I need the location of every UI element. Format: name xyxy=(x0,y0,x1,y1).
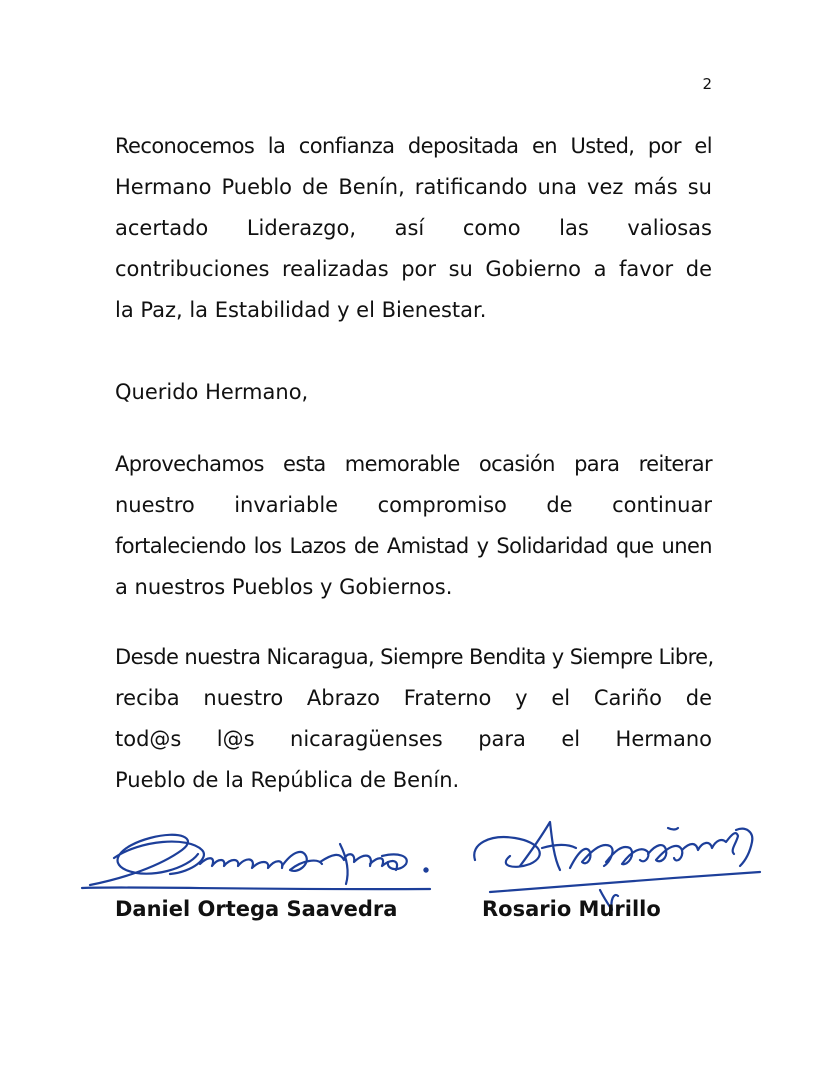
page-number: 2 xyxy=(702,75,712,93)
text-line: reciba nuestro Abrazo Fraterno y el Cariño de xyxy=(115,686,712,710)
text-line: Reconocemos la confianza depositada en Usted, por el xyxy=(115,134,712,158)
text-line: tod@s l@s nicaragüenses para el Hermano xyxy=(115,727,712,751)
text-line: contribuciones realizadas por su Gobierno a favor de xyxy=(115,257,712,281)
paragraph-recognition xyxy=(115,126,712,331)
text-line: acertado Liderazgo, así como las valiosas xyxy=(115,216,712,240)
paragraph-greeting xyxy=(115,637,712,801)
text-line: a nuestros Pueblos y Gobiernos. xyxy=(115,575,453,599)
signature-daniel-ortega xyxy=(82,835,430,889)
text-line: fortaleciendo los Lazos de Amistad y Solidaridad que unen xyxy=(115,534,712,558)
paragraph-salutation xyxy=(115,372,712,413)
signer-name-daniel: Daniel Ortega Saavedra xyxy=(115,897,398,921)
text-line: Desde nuestra Nicaragua, Siempre Bendita y Siempre Libre, xyxy=(115,645,714,669)
signer-name-rosario: Rosario Murillo xyxy=(482,897,661,921)
paragraph-commitment xyxy=(115,444,712,608)
text-line: nuestro invariable compromiso de continuar xyxy=(115,493,712,517)
text-line: Pueblo de la República de Benín. xyxy=(115,768,460,792)
text-line: Aprovechamos esta memorable ocasión para reiterar xyxy=(115,452,712,476)
text-line: la Paz, la Estabilidad y el Bienestar. xyxy=(115,298,487,322)
text-line: Querido Hermano, xyxy=(115,380,309,404)
text-line: Hermano Pueblo de Benín, ratificando una vez más su xyxy=(115,175,712,199)
